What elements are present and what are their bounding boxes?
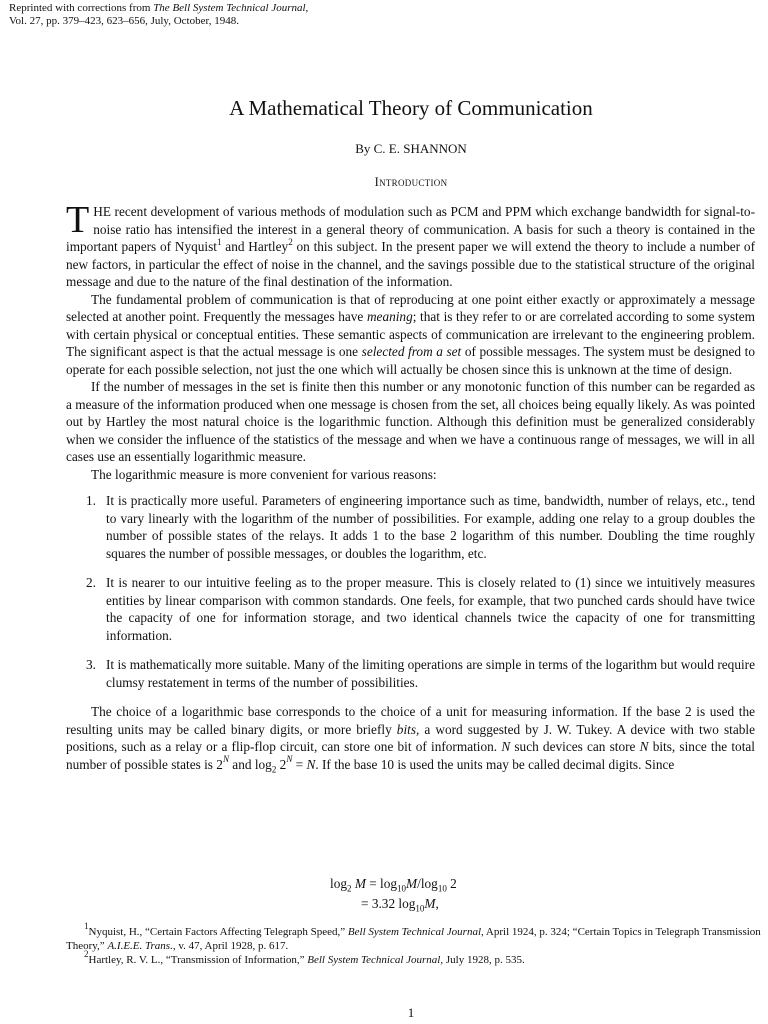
page-number: 1 xyxy=(407,1005,415,1020)
p2-emphasis-selected: selected from a set xyxy=(361,344,462,359)
eq-sub: 10 xyxy=(397,883,407,894)
list-item xyxy=(66,492,755,562)
eq-equals-log: = log xyxy=(365,876,398,891)
paragraph-3: If the number of messages in the set is finite then this number or any monotonic function of this number can be regarded as a measure of the information produced when one message is chosen from the set, all choices being equally likely. As was pointed out by Hartley the most natural choice is the logarithmic function. Although this definition must be generalized considerably when we consider the influence of the statistics of the message and when we have a continuous range of messages, we will in all cases use an essentially logarithmic measure. xyxy=(66,379,755,464)
p5-sup-n: N xyxy=(286,754,293,765)
drop-cap: T xyxy=(66,199,90,241)
log-equation xyxy=(330,874,457,914)
p1-text-c: on this subject. In the present paper we will extend the theory to include a number of new factors, in particular the effect of noise in the channel, and the savings possible due to the statistical structure of the original message and due to the nature of the final destination of the information. xyxy=(66,239,755,289)
footnote-journal: Bell System Technical Journal, xyxy=(347,926,484,938)
p5-emphasis-bits: bits, xyxy=(396,721,420,737)
eq-var-m: M xyxy=(354,876,366,891)
footnote-1 xyxy=(66,921,766,953)
p2-emphasis-meaning: meaning xyxy=(366,309,413,324)
eq-sub: 2 xyxy=(347,883,352,894)
p5-text-e: and log xyxy=(228,756,272,772)
p5-sub-2: 2 xyxy=(271,764,277,775)
paragraph-4: The logarithmic measure is more convenient for various reasons: xyxy=(91,466,437,482)
p1-text-b: and Hartley xyxy=(221,239,289,254)
list-item-number: 3. xyxy=(86,657,96,672)
p5-var-n: N xyxy=(306,756,316,772)
footnote-ref-1[interactable]: 1 xyxy=(217,236,222,247)
list-item xyxy=(66,574,755,644)
eq-sub: 10 xyxy=(437,883,447,894)
list-item-text: It is practically more useful. Parameters of engineering importance such as time, bandwidth, number of relays, etc., tend to vary linearly with the logarithm of the number of possibilities. For example, adding one relay to a group doubles the number of possible states of the relays. It adds 1 to the base 2 logarithm of this number. Doubling the time roughly squares the number of possible messages, or doubles the logarithm, etc. xyxy=(106,493,755,561)
p5-text-c: such devices can store xyxy=(510,739,640,754)
p5-text-b: a word suggested by J. W. Tukey. A device with two stable positions, such as a relay or a flip-flop circuit, can store one bit of information. xyxy=(66,721,755,754)
section-heading: Introduction xyxy=(374,175,448,189)
p5-text-h: . If the base 10 is used the units may be called decimal digits. Since xyxy=(315,756,675,772)
footnote-text: Hartley, R. V. L., “Transmission of Information,” xyxy=(88,954,308,966)
eq-divide-log: /log xyxy=(417,876,438,891)
p5-text-a: The choice of a logarithmic base corresponds to the choice of a unit for measuring information. If the base 2 is used the resulting units may be called binary digits, or more briefly xyxy=(66,704,755,737)
paragraph-2 xyxy=(66,291,755,379)
footnote-journal: Bell System Technical Journal, xyxy=(307,954,444,966)
reprint-notice xyxy=(9,2,308,28)
footnote-text: July 1928, p. 535. xyxy=(443,954,525,966)
paragraph-1 xyxy=(66,199,755,291)
p2-text-a: The fundamental problem of communication is that of reproducing at one point either exactly or approximately a message selected at another point. Frequently the messages have xyxy=(66,291,755,324)
p5-text-f: 2 xyxy=(276,756,287,772)
footnote-text: Nyquist, H., “Certain Factors Affecting Telegraph Speed,” xyxy=(88,926,348,938)
footnote-mark: 2 xyxy=(84,949,89,960)
p5-sup-n: N xyxy=(222,754,229,765)
footnote-text: April 1924, p. 324; “Certain Topics in Telegraph Transmission Theory,” xyxy=(66,926,761,952)
footnote-ref-2[interactable]: 2 xyxy=(288,236,293,247)
p1-text-a: HE recent development of various methods of modulation such as PCM and PPM which exchange bandwidth for signal-to-noise ratio has intensified the interest in a general theory of communication. A basis for such a theory is contained in the important papers of Nyquist xyxy=(66,204,755,254)
author-line: By C. E. SHANNON xyxy=(355,141,467,156)
list-item-text: It is nearer to our intuitive feeling as to the proper measure. This is closely related to (1) since we intuitively measures entities by linear comparison with common standards. One feels, for example, that two punched cards should have twice the capacity of one for information storage, and two identical channels twice the capacity of one for transmitting information. xyxy=(106,575,755,643)
reprint-line-2: Vol. 27, pp. 379–423, 623–656, July, October, 1948. xyxy=(9,15,239,27)
list-item-text: It is mathematically more suitable. Many of the limiting operations are simple in terms of the logarithm but would require clumsy restatement in terms of the number of possibilities. xyxy=(106,657,755,690)
list-item-number: 1. xyxy=(86,493,96,508)
eq-comma: , xyxy=(435,896,439,911)
p5-text-g: = xyxy=(292,756,307,772)
footnote-journal: A.I.E.E. Trans., xyxy=(107,940,176,952)
eq-equals-332: = 3.32 log xyxy=(361,896,416,911)
footnotes xyxy=(66,921,766,967)
p5-var-n: N xyxy=(639,739,649,754)
paper-title: A Mathematical Theory of Communication xyxy=(229,96,593,120)
footnote-mark: 1 xyxy=(84,921,89,932)
p2-text-c: of possible messages. The system must be designed to operate for each possible selection, not just the one which will actually be chosen since this is unknown at the time of design. xyxy=(66,344,755,377)
eq-log: log xyxy=(330,876,347,891)
footnote-text: v. 47, April 1928, p. 617. xyxy=(175,940,289,952)
reprint-journal: The Bell System Technical Journal, xyxy=(153,2,309,14)
body-text xyxy=(66,199,755,775)
eq-var-m: M xyxy=(406,876,418,891)
p5-var-n: N xyxy=(501,739,511,754)
equation-row-2 xyxy=(330,894,457,914)
eq-sub: 10 xyxy=(415,903,425,914)
paragraph-5 xyxy=(66,703,755,773)
reasons-list xyxy=(66,492,755,691)
reprint-prefix: Reprinted with corrections from xyxy=(9,2,151,14)
eq-var-m: M xyxy=(424,896,436,911)
reprint-line-1 xyxy=(9,2,308,15)
eq-two: 2 xyxy=(450,876,457,891)
p5-text-d: bits, since the total number of possible states is 2 xyxy=(66,739,755,772)
list-item xyxy=(66,656,755,691)
list-item-number: 2. xyxy=(86,575,96,590)
equation-row-1 xyxy=(330,874,457,894)
footnote-2 xyxy=(66,949,766,967)
p2-text-b: ; that is they refer to or are correlated according to some system with certain physical or conceptual entities. These semantic aspects of communication are irrelevant to the engineering problem. The significant aspect is that the actual message is one xyxy=(66,309,755,359)
